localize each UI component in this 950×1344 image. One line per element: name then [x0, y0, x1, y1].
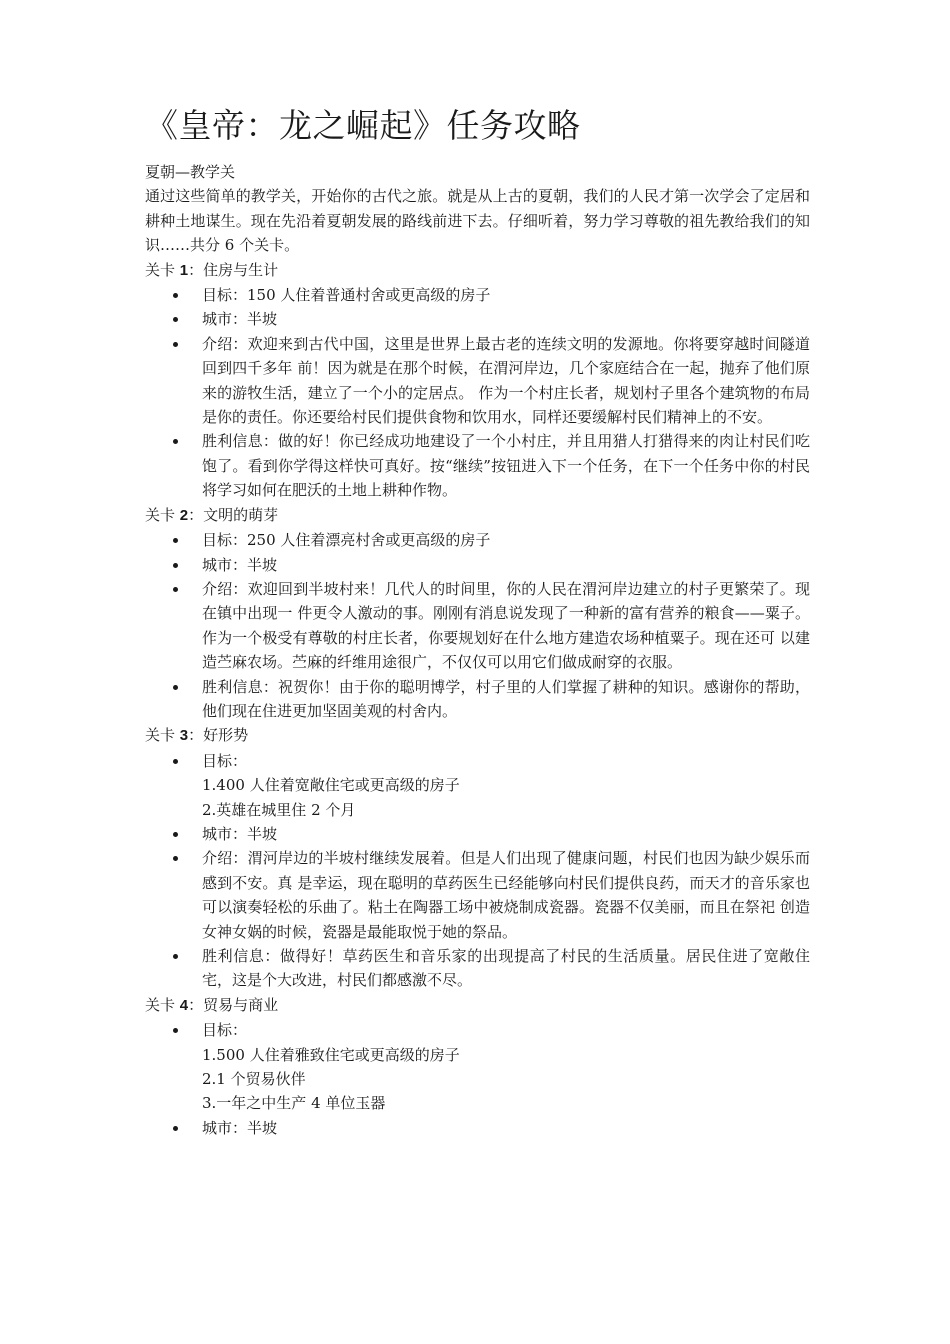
- list-item: [145, 528, 810, 552]
- levels-container: [145, 258, 810, 1141]
- list-item-text: 介绍：欢迎来到古代中国，这里是世界上最古老的连续文明的发源地。你将要穿越时间隧道回到四千多年 前！因为就是在那个时候，在渭河岸边，几个家庭结合在一起，抛弃了他们原来的游牧生活，建立了一个小的定居点。 作为一个村庄长者，规划村子里各个建筑物的布局是你的责任。你还要给村民们提供食物和饮用水，同样还要缓解村民们精神上的不安。: [202, 334, 810, 427]
- level-number: 2: [179, 506, 189, 524]
- bullet-icon: [173, 685, 178, 690]
- sub-goal-text: 2.英雄在城里住 2 个月: [202, 800, 356, 819]
- list-item: [145, 577, 810, 675]
- list-item: [145, 1116, 810, 1140]
- level-heading: [145, 258, 810, 283]
- level-prefix: 关卡: [145, 726, 180, 745]
- bullet-icon: [173, 1028, 178, 1033]
- sub-goal-text: 1.400 人住着宽敞住宅或更高级的房子: [202, 776, 460, 795]
- bullet-icon: [173, 538, 178, 543]
- level-heading: [145, 993, 810, 1018]
- bullet-icon: [173, 1126, 178, 1131]
- list-item-text: 介绍：渭河岸边的半坡村继续发展着。但是人们出现了健康问题，村民们也因为缺少娱乐而感到不安。真 是幸运，现在聪明的草药医生已经能够向村民们提供良药，而天才的音乐家也可以演奏轻松的乐曲了。粘土在陶器工场中被烧制成瓷器。瓷器不仅美丽，而且在祭祀 创造女神女娲的时候，瓷器是最能取悦于她的祭品。: [202, 849, 810, 941]
- level-separator: ：: [188, 995, 204, 1014]
- level-item-list: [145, 1018, 810, 1140]
- list-item-text: 城市：半坡: [202, 310, 278, 329]
- list-item-text: 介绍：欢迎回到半坡村来！几代人的时间里，你的人民在渭河岸边建立的村子更繁荣了。现在镇中出现一 件更令人激动的事。刚刚有消息说发现了一种新的富有营养的粮食——粟子。作为一个极受有尊敬的村庄长者，你要规划好在什么地方建造农场种植粟子。现在还可 以建造苎麻农场。苎麻的纤维用途很广，不仅仅可以用它们做成耐穿的衣服。: [202, 579, 810, 672]
- list-item: [145, 944, 810, 993]
- bullet-icon: [173, 293, 178, 298]
- level-prefix: 关卡: [145, 260, 180, 279]
- bullet-icon: [173, 832, 178, 837]
- list-item: [145, 846, 810, 944]
- sub-goal-text: 3.一年之中生产 4 单位玉器: [202, 1094, 386, 1113]
- list-item: [145, 332, 810, 430]
- list-item: [145, 553, 810, 577]
- level-item-list: [145, 283, 810, 503]
- document-page: [145, 100, 810, 1140]
- level-separator: ：: [188, 505, 204, 524]
- list-item: [145, 822, 810, 846]
- level-name: 贸易与商业: [203, 995, 279, 1014]
- intro-paragraph: 通过这些简单的教学关，开始你的古代之旅。就是从上古的夏朝，我们的人民才第一次学会了定居和耕种土地谋生。现在先沿着夏朝发展的路线前进下去。仔细听着，努力学习尊敬的祖先教给我们的知识……共分 6 个关卡。: [145, 187, 810, 255]
- list-item: [145, 307, 810, 331]
- level-prefix: 关卡: [145, 505, 180, 524]
- sub-goal-text: 2.1 个贸易伙伴: [202, 1070, 306, 1089]
- list-item: [145, 429, 810, 502]
- section-title: 夏朝—教学关: [145, 163, 236, 181]
- bullet-icon: [173, 317, 178, 322]
- bullet-icon: [173, 342, 178, 347]
- list-item-text: 胜利信息：做的好！你已经成功地建设了一个小村庄，并且用猎人打猎得来的肉让村民们吃饱了。看到你学得这样快可真好。按“继续”按钮进入下一个任务，在下一个任务中你的村民将学习如何在肥沃的土地上耕种作物。: [202, 432, 810, 500]
- level-separator: ：: [188, 260, 204, 279]
- level-prefix: 关卡: [145, 995, 180, 1014]
- level-number: 3: [179, 727, 189, 745]
- level-item-list: [145, 749, 810, 993]
- level-separator: ：: [188, 726, 204, 745]
- list-item-text: 城市：半坡: [202, 1118, 278, 1137]
- list-item-text: 目标：150 人住着普通村舍或更高级的房子: [202, 286, 491, 305]
- level-item-list: [145, 528, 810, 723]
- bullet-icon: [173, 587, 178, 592]
- list-item-text: 目标：: [202, 1021, 248, 1040]
- level-number: 4: [179, 996, 189, 1014]
- level-heading: [145, 723, 810, 748]
- list-item-text: 城市：半坡: [202, 824, 278, 843]
- list-item: [145, 283, 810, 307]
- list-item-text: 城市：半坡: [202, 555, 278, 574]
- sub-goal-text: 1.500 人住着雅致住宅或更高级的房子: [202, 1045, 460, 1064]
- level-heading: [145, 503, 810, 528]
- list-item: [145, 675, 810, 724]
- list-item-text: 胜利信息：做得好！草药医生和音乐家的出现提高了村民的生活质量。居民住进了宽敞住宅，这是个大改进，村民们都感激不尽。: [202, 947, 810, 990]
- list-item-text: 目标：: [202, 751, 248, 770]
- bullet-icon: [173, 759, 178, 764]
- document-title: 《皇帝：龙之崛起》任务攻略: [145, 106, 581, 145]
- level-name: 好形势: [203, 726, 249, 745]
- list-item-text: 目标：250 人住着漂亮村舍或更高级的房子: [202, 531, 491, 550]
- bullet-icon: [173, 954, 178, 959]
- list-item: [145, 749, 810, 822]
- list-item-text: 胜利信息：祝贺你！由于你的聪明博学，村子里的人们掌握了耕种的知识。感谢你的帮助，他们现在住进更加坚固美观的村舍内。: [202, 677, 810, 720]
- list-item: [145, 1018, 810, 1116]
- bullet-icon: [173, 563, 178, 568]
- level-number: 1: [179, 261, 189, 279]
- bullet-icon: [173, 439, 178, 444]
- level-name: 住房与生计: [203, 260, 279, 279]
- level-name: 文明的萌芽: [203, 505, 279, 524]
- bullet-icon: [173, 856, 178, 861]
